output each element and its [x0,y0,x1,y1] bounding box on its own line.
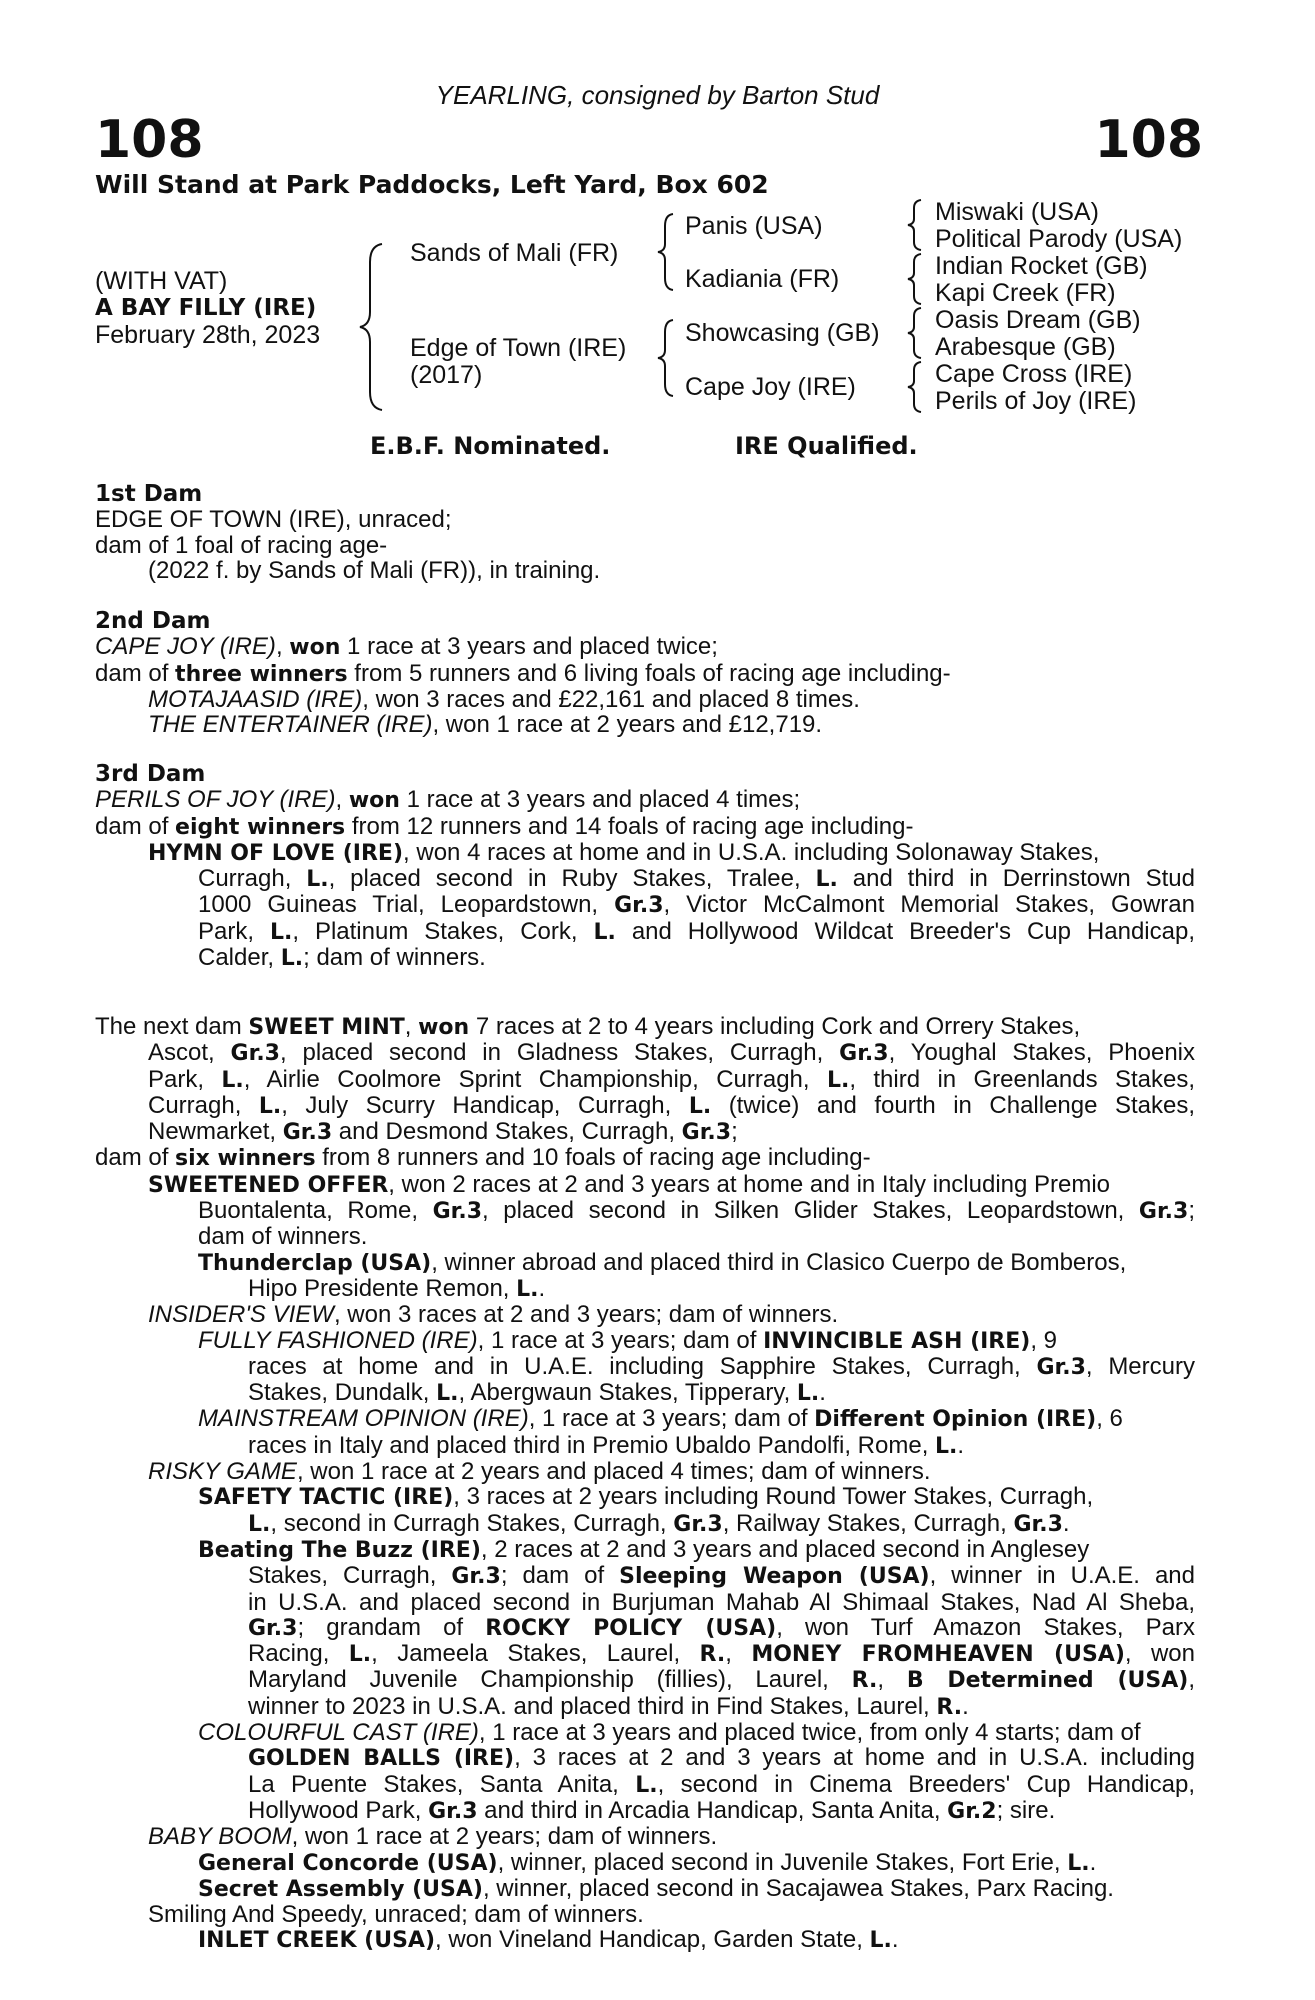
text-run: from 8 runners and 10 foals of racing age including- [315,1144,871,1172]
text-run: won [289,635,341,661]
text-run: Buontalenta, Rome, [198,1197,433,1225]
text-run: . [1089,1848,1097,1876]
text-run: L. [516,1276,539,1302]
text-run: won [348,788,400,814]
text-run: , won 1 race at 2 years; dam of winners. [291,1823,718,1851]
text-run: SWEETENED OFFER [148,1172,389,1198]
text-run: . [962,1692,969,1720]
text-run: , placed second in Silken Glider Stakes, Leopardstown, [482,1197,1139,1225]
text-run: , July Scurry Handicap, Curragh, [281,1091,689,1119]
text-run: The next dam [95,1013,249,1040]
text-run: Stakes, Dundalk, [248,1379,437,1407]
text-run: Thunderclap (USA) [198,1250,432,1276]
text-run: L. [436,1381,459,1407]
text-run: , 6 [1096,1405,1123,1433]
text-run: , Abergwaun Stakes, Tipperary, [458,1379,797,1407]
text-run: , won 4 races at home and in U.S.A. including Solonaway Stakes, [403,838,1100,866]
third-dam-line [95,892,1195,918]
text-run: , Youghal Stakes, Phoenix [888,1039,1196,1067]
text-run: INLET CREEK (USA) [198,1928,436,1954]
next-dam-line [95,1927,1195,1953]
next-dam-line [95,1276,1195,1302]
next-dam-line [95,1745,1195,1771]
text-run: . [819,1379,826,1407]
text-run: Sleeping Weapon (USA) [619,1564,930,1590]
text-run: Gr.3 [432,1199,483,1225]
text-run: Secret Assembly (USA) [198,1876,483,1902]
dam-name: Edge of Town (IRE) [410,334,627,362]
text-run: SAFETY TACTIC (IRE) [198,1485,454,1511]
text-run: Gr.3 [1013,1511,1063,1537]
text-run: Gr.3 [681,1120,732,1146]
dam-dam: Cape Joy (IRE) [685,373,856,401]
text-run: , Victor McCalmont Memorial Stakes, Gowran [663,891,1195,919]
text-run: Maryland Juvenile Championship (fillies), Laurel, [248,1666,852,1694]
text-run: Beating The Buzz (IRE) [198,1537,481,1563]
text-run: L. [221,1067,244,1093]
text-run: Hollywood Park, [248,1796,429,1824]
text-run: won [418,1015,470,1040]
text-run: 1 race at 3 years and placed twice; [340,633,718,661]
next-dam-line [95,1406,1195,1432]
text-run: BABY BOOM [148,1823,292,1851]
dam-brace [655,318,677,398]
next-dam-line [95,1667,1195,1693]
next-dam-line [95,1694,1195,1720]
text-run: three winners [175,661,348,687]
text-run: Calder, [198,944,281,972]
text-run: 1000 Guineas Trial, Leopardstown, [198,891,615,919]
text-run: , [335,786,349,814]
text-run: Gr.3 [614,893,664,919]
text-run: L. [593,919,616,945]
text-run: Gr.2 [947,1798,997,1824]
text-run: , Airlie Coolmore Sprint Championship, Curragh, [243,1065,827,1093]
text-run: Gr.3 [282,1120,333,1146]
first-dam-section [95,482,1195,583]
text-run: GOLDEN BALLS (IRE) [248,1746,515,1772]
text-run: L. [815,867,838,893]
text-run: , placed second in Gladness Stakes, Curragh, [279,1039,840,1067]
text-run: , 1 race at 3 years; dam of [477,1326,764,1354]
second-dam-line [95,712,1195,737]
text-run: L. [796,1381,820,1407]
gen3-brace-1 [905,198,925,252]
next-dam-line [95,1824,1195,1849]
text-run: , second in Cinema Breeders' Cup Handicap, [657,1770,1196,1798]
next-dam-line [95,1537,1195,1563]
text-run: MONEY FROMHEAVEN (USA) [751,1642,1125,1668]
text-run: B Determined (USA) [906,1668,1189,1694]
gen3-brace-3 [905,306,925,360]
location: Will Stand at Park Paddocks, Left Yard, Box 602 [95,170,769,199]
text-run: , 3 races at 2 and 3 years at home and in U.S.A. including [514,1744,1196,1772]
first-dam-line: (2022 f. by Sands of Mali (FR)), in training. [148,556,601,584]
gen3-6: Arabesque (GB) [935,333,1116,361]
text-run: R. [851,1668,878,1694]
next-dam-line [95,1850,1195,1876]
text-run: Racing, [248,1640,349,1668]
text-run: L. [826,1067,850,1093]
text-run: ROCKY POLICY (USA) [485,1615,777,1641]
next-dam-line [95,1615,1195,1641]
text-run: , winner in U.A.E. and [929,1562,1195,1590]
lot-number-right: 108 [1094,110,1203,170]
foaled-date: February 28th, 2023 [95,321,321,349]
next-dam-line [95,1328,1195,1354]
text-run: and Desmond Stakes, Curragh, [332,1118,682,1146]
text-run: 1 race at 3 years and placed 4 times; [399,786,801,814]
text-run: MAINSTREAM OPINION (IRE) [198,1405,529,1433]
next-dam-line: Smiling And Speedy, unraced; dam of winners. [148,1901,644,1929]
text-run: . [538,1274,546,1302]
text-run: , 1 race at 3 years; dam of [528,1405,815,1433]
text-run: ; [731,1118,738,1146]
subtitle: YEARLING, consigned by Barton Stud [435,80,880,110]
text-run: L. [935,1433,958,1459]
vat-label: (WITH VAT) [95,267,228,295]
text-run: L. [1067,1850,1090,1876]
first-dam-line: dam of 1 foal of racing age- [95,531,388,559]
next-dam-section [95,1014,1195,1954]
text-run: , 2 races at 2 and 3 years and placed second in Anglesey [480,1535,1090,1563]
text-run: dam of [95,659,176,687]
text-run: Curragh, [148,1091,259,1119]
text-run: Gr.3 [673,1511,723,1537]
text-run: L. [280,946,304,972]
text-run: from 5 runners and 6 living foals of racing age including- [347,659,951,687]
text-run: ; dam of winners. [303,944,486,972]
pedigree-brace [358,242,388,412]
second-dam-section [95,609,1195,737]
text-run: L. [688,1093,712,1119]
next-dam-line [95,1145,1195,1171]
next-dam-line [95,1876,1195,1902]
text-run: L. [348,1642,372,1668]
text-run: Different Opinion (IRE) [814,1407,1097,1433]
text-run: , third in Greenlands Stakes, [849,1065,1196,1093]
text-run: L. [306,867,329,893]
text-run: L. [248,1511,271,1537]
text-run: , [275,633,290,661]
third-dam-line [95,840,1195,866]
first-dam-line: EDGE OF TOWN (IRE), unraced; [95,506,452,534]
text-run: ; sire. [996,1796,1056,1824]
next-dam-line [95,1302,1195,1327]
text-run: , Mercury [1085,1352,1195,1380]
text-run: ; grandam of [297,1613,486,1641]
text-run: ; dam of [500,1562,620,1590]
next-dam-line: in U.S.A. and placed second in Burjuman Mahab Al Shimaal Stakes, Nad Al Sheba, [248,1588,1195,1616]
text-run: , 3 races at 2 years including Round Tower Stakes, Curragh, [453,1483,1094,1511]
next-dam-line [95,1641,1195,1667]
text-run: Gr.3 [1036,1354,1086,1380]
third-dam-line [95,787,1195,813]
text-run: L. [258,1093,282,1119]
text-run: INVINCIBLE ASH (IRE) [763,1328,1031,1354]
next-dam-line [95,1198,1195,1224]
sire-brace [655,212,677,292]
text-run: and third in Derrinstown Stud [837,865,1195,893]
text-run: (twice) and fourth in Challenge Stakes, [711,1091,1195,1119]
text-run: CAPE JOY (IRE) [95,633,276,661]
next-dam-line [95,1093,1195,1119]
next-dam-line [95,1040,1195,1066]
gen3-7: Cape Cross (IRE) [935,360,1133,388]
third-dam-heading: 3rd Dam [95,761,206,787]
first-dam-heading: 1st Dam [95,481,203,507]
next-dam-line [95,1172,1195,1198]
text-run: . [891,1926,899,1954]
sire-sire: Panis (USA) [685,212,823,240]
text-run: , winner, placed second in Sacajawea Stakes, Parx Racing. [482,1874,1114,1902]
text-run: races in Italy and placed third in Premio Ubaldo Pandolfi, Rome, [248,1431,936,1459]
next-dam-line [95,1459,1195,1484]
text-run: Stakes, Curragh, [248,1562,452,1590]
text-run: , Platinum Stakes, Cork, [292,917,594,945]
text-run: , won Vineland Handicap, Garden State, [435,1926,870,1954]
gen3-4: Kapi Creek (FR) [935,279,1116,307]
next-dam-line [95,1511,1195,1537]
text-run: Hipo Presidente Remon, [248,1274,517,1302]
text-run: Gr.3 [248,1615,298,1641]
gen3-1: Miswaki (USA) [935,198,1099,226]
next-dam-line [95,1354,1195,1380]
text-run: dam of [95,1144,176,1172]
dam-year: (2017) [410,361,483,389]
second-dam-heading: 2nd Dam [95,608,211,634]
text-run: , Railway Stakes, Curragh, [722,1509,1014,1537]
ebf-badge: E.B.F. Nominated. [370,432,611,460]
gen3-2: Political Parody (USA) [935,225,1183,253]
text-run: , won Turf Amazon Stakes, Parx [776,1613,1195,1641]
text-run: ; [1188,1197,1196,1225]
text-run: , winner abroad and placed third in Clasico Cuerpo de Bomberos, [431,1248,1127,1276]
text-run: Gr.3 [1138,1199,1189,1225]
sire-dam: Kadiania (FR) [685,265,840,293]
text-run: races at home and in U.A.E. including Sapphire Stakes, Curragh, [248,1352,1037,1380]
next-dam-line [95,1119,1195,1145]
text-run: Park, [148,1065,222,1093]
second-dam-line [95,661,1195,687]
next-dam-line [95,1067,1195,1093]
next-dam-line [95,1014,1195,1040]
next-dam-line [95,1484,1195,1510]
horse-name: A BAY FILLY (IRE) [95,295,317,321]
third-dam-line [95,866,1195,892]
text-run: , Jameela Stakes, Laurel, [371,1640,700,1668]
text-run: MOTAJAASID (IRE) [148,685,363,713]
text-run: R. [936,1694,963,1720]
text-run: General Concorde (USA) [198,1850,498,1876]
next-dam-line: dam of winners. [198,1223,368,1251]
text-run: six winners [175,1146,316,1172]
text-run: Curragh, [198,865,307,893]
next-dam-line [95,1772,1195,1798]
next-dam-line [95,1798,1195,1824]
ire-badge: IRE Qualified. [735,432,918,460]
text-run: Gr.3 [230,1041,280,1067]
dam-sire: Showcasing (GB) [685,319,880,347]
text-run: and Hollywood Wildcat Breeder's Cup Handicap, [615,917,1195,945]
text-run: , [725,1640,752,1668]
text-run: COLOURFUL CAST (IRE) [198,1719,479,1747]
text-run: , won 1 race at 2 years and placed 4 times; dam of winners. [296,1458,931,1486]
text-run: 7 races at 2 to 4 years including Cork and Orrery Stakes, [469,1013,1081,1040]
text-run: R. [699,1642,726,1668]
text-run: , 9 [1030,1326,1058,1354]
third-dam-section [95,762,1195,971]
next-dam-line [95,1433,1195,1459]
text-run: . [1062,1509,1070,1537]
text-run: . [957,1431,965,1459]
text-run: RISKY GAME [148,1458,297,1486]
text-run: winner to 2023 in U.S.A. and placed third in Find Stakes, Laurel, [248,1692,937,1720]
next-dam-line [95,1380,1195,1406]
text-run: THE ENTERTAINER (IRE) [148,711,433,739]
text-run: Gr.3 [451,1564,501,1590]
text-run: FULLY FASHIONED (IRE) [198,1326,478,1354]
third-dam-line [95,919,1195,945]
next-dam-line [95,1720,1195,1745]
text-run: eight winners [175,814,346,840]
gen3-3: Indian Rocket (GB) [935,252,1148,280]
text-run: Gr.3 [428,1798,478,1824]
text-run: , second in Curragh Stakes, Curragh, [270,1509,674,1537]
text-run: , won 2 races at 2 and 3 years at home and in Italy including Premio [388,1170,1111,1198]
next-dam-line [95,1250,1195,1276]
gen3-8: Perils of Joy (IRE) [935,387,1137,415]
text-run: Gr.3 [839,1041,889,1067]
text-run: from 12 runners and 14 foals of racing age including- [345,812,914,840]
text-run: , placed second in Ruby Stakes, Tralee, [328,865,816,893]
lot-number-left: 108 [95,110,204,170]
third-dam-line [95,814,1195,840]
text-run: SWEET MINT [248,1015,405,1040]
text-run: La Puente Stakes, Santa Anita, [248,1770,636,1798]
text-run: Ascot, [148,1039,231,1067]
text-run: Park, [198,917,270,945]
third-dam-line [95,945,1195,971]
gen3-brace-2 [905,252,925,306]
text-run: , won 3 races at 2 and 3 years; dam of winners. [333,1301,839,1329]
gen3-5: Oasis Dream (GB) [935,306,1141,334]
text-run: L. [635,1772,658,1798]
text-run: , won 1 race at 2 years and £12,719. [432,711,823,739]
gen3-brace-4 [905,360,925,414]
text-run: , [877,1666,907,1694]
text-run: , [404,1013,419,1040]
text-run: L. [869,1928,892,1954]
text-run: INSIDER'S VIEW [148,1301,334,1329]
text-run: and third in Arcadia Handicap, Santa Anita, [477,1796,948,1824]
text-run: , winner, placed second in Juvenile Stakes, Fort Erie, [497,1848,1068,1876]
text-run: L. [269,919,293,945]
second-dam-line [95,634,1195,660]
text-run: HYMN OF LOVE (IRE) [148,840,404,866]
sire-name: Sands of Mali (FR) [410,239,619,267]
second-dam-line [95,687,1195,712]
text-run: , [1188,1666,1195,1694]
text-run: , won [1124,1640,1195,1668]
text-run: , won 3 races and £22,161 and placed 8 times. [362,685,860,713]
text-run: PERILS OF JOY (IRE) [95,786,336,814]
next-dam-line [95,1563,1195,1589]
text-run: dam of [95,812,176,840]
text-run: , 1 race at 3 years and placed twice, from only 4 starts; dam of [478,1719,1141,1747]
text-run: Newmarket, [148,1118,283,1146]
